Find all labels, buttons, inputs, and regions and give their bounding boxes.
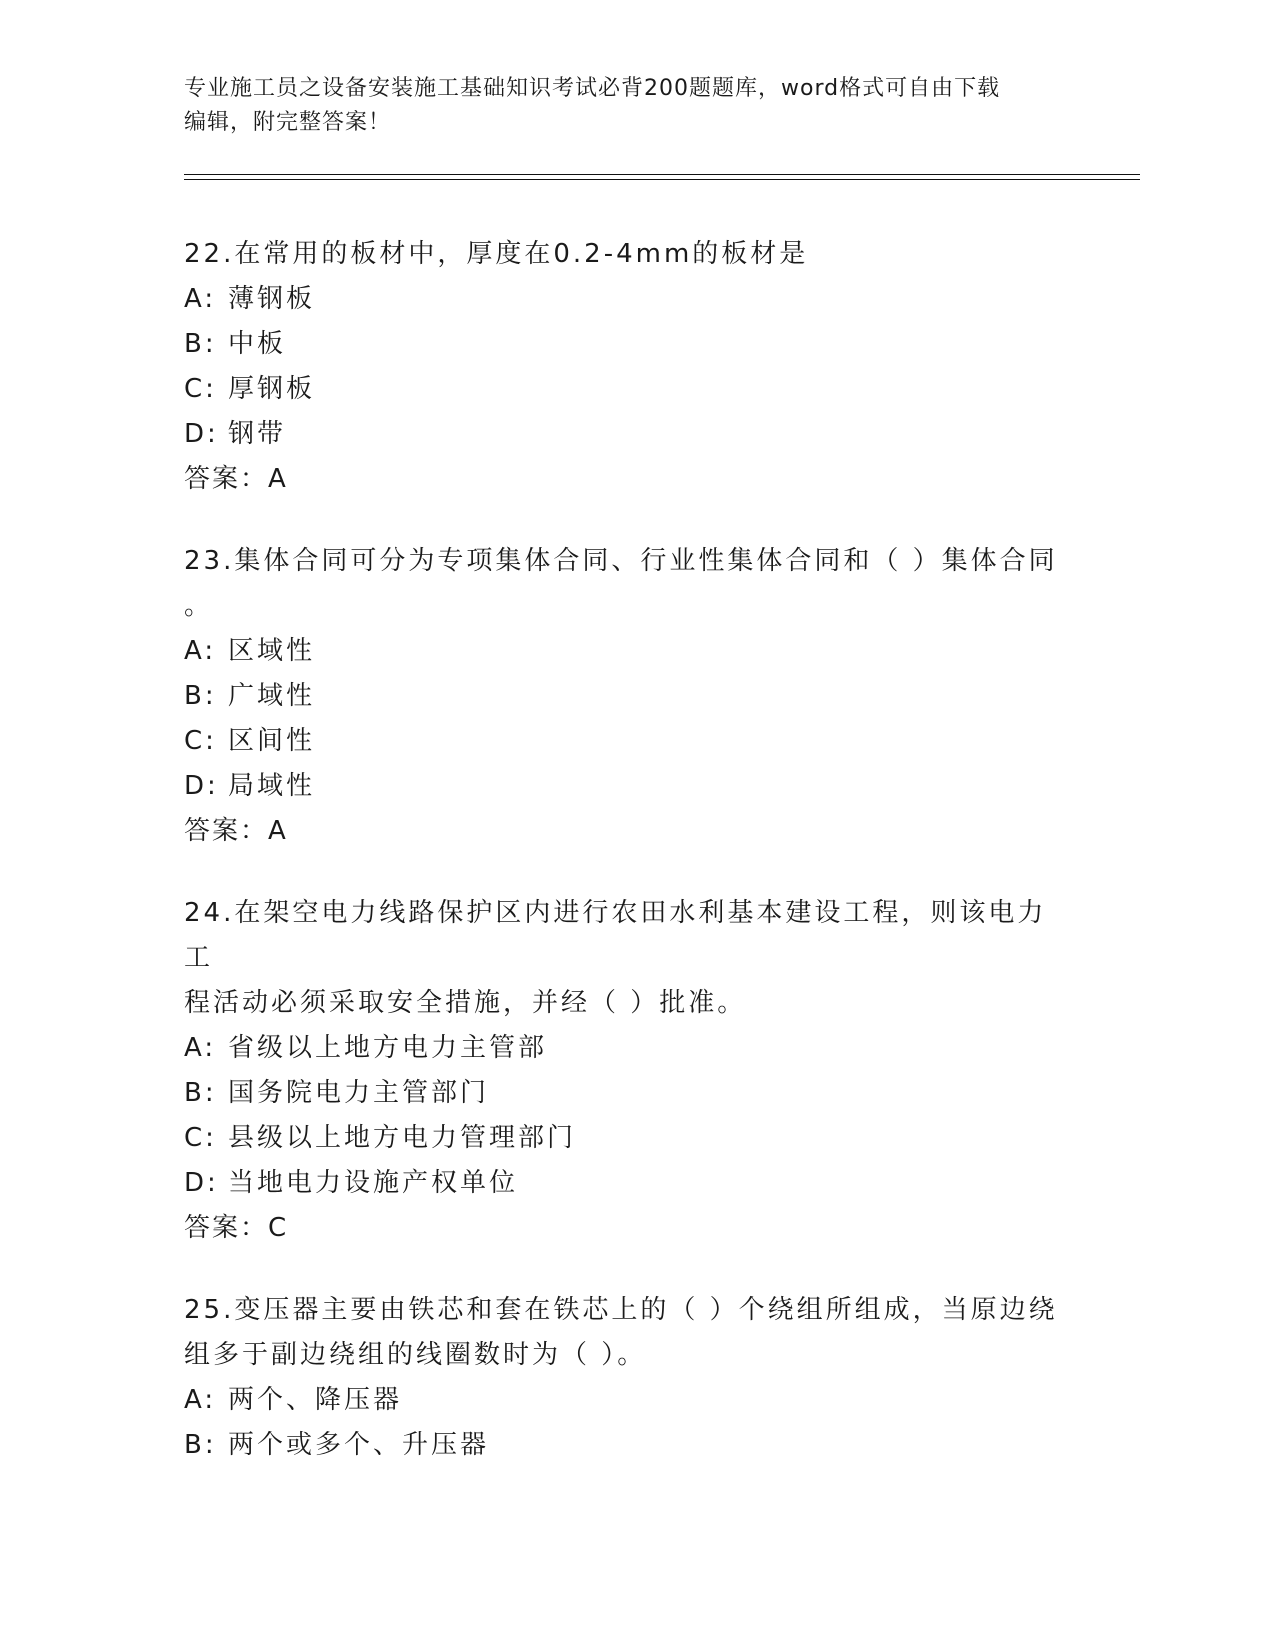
question-23 xyxy=(184,539,1064,854)
option-text: 厚钢板 xyxy=(228,374,316,404)
option-text: 两个、降压器 xyxy=(228,1385,403,1415)
question-23-stem-continued: 。 xyxy=(184,591,214,621)
question-22-answer: 答案：A xyxy=(184,464,288,494)
question-25 xyxy=(184,1288,1064,1468)
question-24 xyxy=(184,891,1064,1251)
option-text: 国务院电力主管部门 xyxy=(228,1078,490,1108)
option-text: 钢带 xyxy=(228,419,287,449)
header-title-line-1: 专业施工员之设备安装施工基础知识考试必背200题题库，word格式可自由下载 xyxy=(184,76,1001,101)
option-label: A: xyxy=(184,284,217,314)
question-24-option-d xyxy=(184,1161,1064,1206)
question-25-option-a xyxy=(184,1378,1064,1423)
question-25-option-b xyxy=(184,1423,1064,1468)
option-text: 县级以上地方电力管理部门 xyxy=(228,1123,577,1153)
option-text: 薄钢板 xyxy=(228,284,316,314)
option-label: A: xyxy=(184,1385,217,1415)
option-label: D: xyxy=(184,771,219,801)
question-24-option-b xyxy=(184,1071,1064,1116)
question-22-option-a xyxy=(184,277,1064,322)
question-24-answer: 答案：C xyxy=(184,1213,289,1243)
option-label: A: xyxy=(184,636,217,666)
header-divider-bottom xyxy=(184,179,1140,180)
option-label: C: xyxy=(184,374,217,404)
question-25-stem: 25.变压器主要由铁芯和套在铁芯上的（ ）个绕组所组成，当原边绕 xyxy=(184,1295,1058,1325)
option-label: B: xyxy=(184,1078,217,1108)
document-header xyxy=(184,72,1064,140)
question-25-stem-continued: 组多于副边绕组的线圈数时为（ ）。 xyxy=(184,1340,647,1370)
option-label: C: xyxy=(184,1123,217,1153)
question-22-stem: 22.在常用的板材中，厚度在0.2-4mm的板材是 xyxy=(184,239,809,269)
question-24-stem-continued: 程活动必须采取安全措施，并经（ ）批准。 xyxy=(184,988,747,1018)
option-label: B: xyxy=(184,1430,217,1460)
option-label: B: xyxy=(184,681,217,711)
question-22 xyxy=(184,232,1064,502)
question-23-option-d xyxy=(184,764,1064,809)
option-text: 省级以上地方电力主管部 xyxy=(228,1033,548,1063)
option-label: A: xyxy=(184,1033,217,1063)
option-text: 广域性 xyxy=(228,681,316,711)
question-23-option-b xyxy=(184,674,1064,719)
option-text: 中板 xyxy=(228,329,287,359)
question-22-option-c xyxy=(184,367,1064,412)
option-text: 局域性 xyxy=(228,771,316,801)
question-23-option-c xyxy=(184,719,1064,764)
question-22-option-b xyxy=(184,322,1064,367)
question-24-stem: 24.在架空电力线路保护区内进行农田水利基本建设工程，则该电力工 xyxy=(184,898,1047,973)
question-23-answer: 答案：A xyxy=(184,816,288,846)
header-title-line-2: 编辑，附完整答案！ xyxy=(184,110,392,135)
option-label: D: xyxy=(184,1168,219,1198)
question-list xyxy=(184,232,1064,1505)
question-23-option-a xyxy=(184,629,1064,674)
question-23-stem: 23.集体合同可分为专项集体合同、行业性集体合同和（ ）集体合同 xyxy=(184,546,1058,576)
option-text: 区间性 xyxy=(228,726,316,756)
question-24-option-c xyxy=(184,1116,1064,1161)
option-text: 区域性 xyxy=(228,636,316,666)
option-label: C: xyxy=(184,726,217,756)
header-divider-top xyxy=(184,174,1140,175)
option-text: 两个或多个、升压器 xyxy=(228,1430,490,1460)
option-label: B: xyxy=(184,329,217,359)
question-24-option-a xyxy=(184,1026,1064,1071)
option-label: D: xyxy=(184,419,219,449)
question-22-option-d xyxy=(184,412,1064,457)
option-text: 当地电力设施产权单位 xyxy=(228,1168,519,1198)
